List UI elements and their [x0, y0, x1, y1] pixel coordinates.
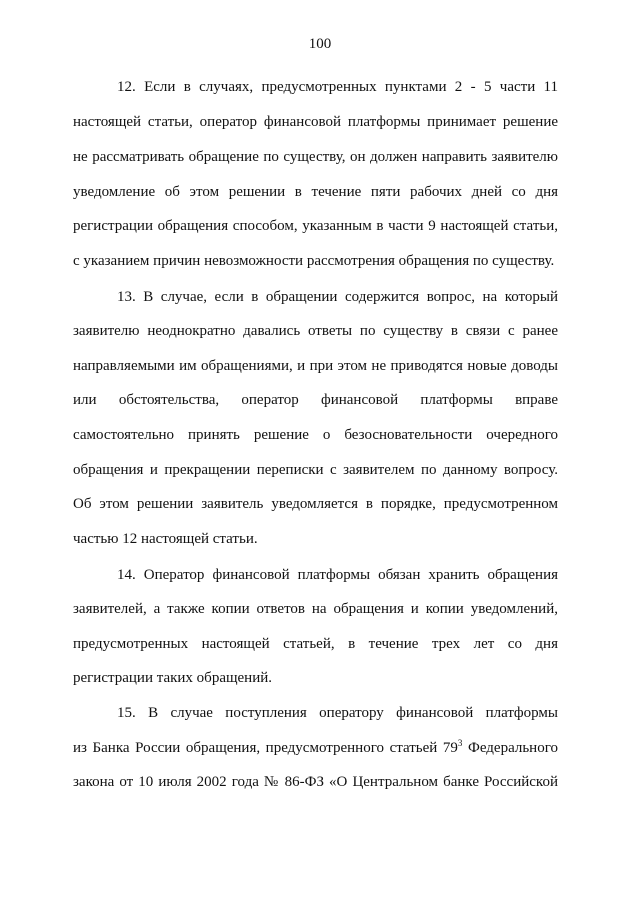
paragraph-14-line: регистрации таких обращений. [73, 670, 273, 686]
paragraph-13-line: 13. В случае, если в обращении содержится вопрос, на который [117, 289, 558, 305]
paragraph-12-line: уведомление об этом решении в течение пяти рабочих дней со дня [73, 184, 558, 200]
paragraph-13-line: самостоятельно принять решение о безосновательности очередного [73, 427, 558, 443]
paragraph-15-line-tail: Федерального [462, 740, 558, 756]
paragraph-15-line [73, 738, 558, 758]
paragraph-12-line: не рассматривать обращение по существу, он должен направить заявителю [73, 149, 558, 165]
paragraph-13-line: направляемыми им обращениями, и при этом не приводятся новые доводы [73, 358, 558, 374]
paragraph-14-line: предусмотренных настоящей статьей, в течение трех лет со дня [73, 636, 558, 652]
paragraph-13-line: или обстоятельства, оператор финансовой платформы вправе [73, 392, 558, 408]
paragraph-12-line: 12. Если в случаях, предусмотренных пунктами 2 - 5 части 11 [117, 79, 558, 95]
paragraph-13-line: частью 12 настоящей статьи. [73, 531, 258, 547]
paragraph-13-line: заявителю неоднократно давались ответы по существу в связи с ранее [73, 323, 558, 339]
paragraph-13-line: Об этом решении заявитель уведомляется в порядке, предусмотренном [73, 496, 558, 512]
paragraph-12-line: с указанием причин невозможности рассмотрения обращения по существу. [73, 253, 555, 269]
paragraph-14-line: 14. Оператор финансовой платформы обязан хранить обращения [117, 567, 558, 583]
page-number: 100 [308, 36, 332, 52]
paragraph-15-line-text: из Банка России обращения, предусмотренного статьей 79 [73, 740, 458, 756]
paragraph-12-line: настоящей статьи, оператор финансовой платформы принимает решение [73, 114, 558, 130]
paragraph-12-line: регистрации обращения способом, указанным в части 9 настоящей статьи, [73, 218, 558, 234]
paragraph-13-line: обращения и прекращении переписки с заявителем по данному вопросу. [73, 462, 558, 478]
paragraph-14-line: заявителей, а также копии ответов на обращения и копии уведомлений, [73, 601, 558, 617]
paragraph-15-line: закона от 10 июля 2002 года № 86-ФЗ «О Центральном банке Российской [73, 774, 558, 790]
article-superscript: 3 [457, 738, 463, 748]
paragraph-15-line: 15. В случае поступления оператору финансовой платформы [117, 705, 558, 721]
